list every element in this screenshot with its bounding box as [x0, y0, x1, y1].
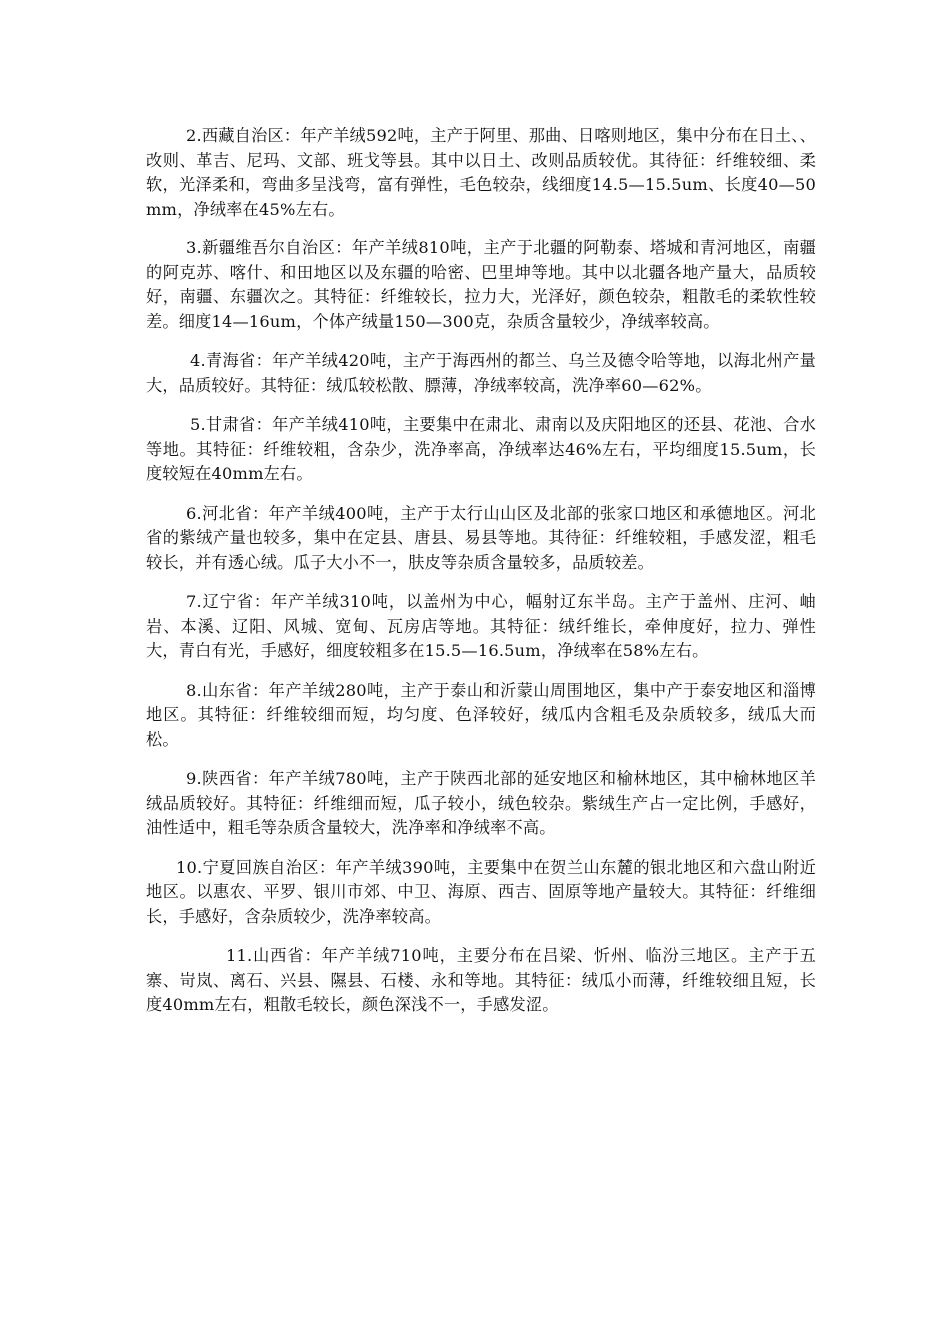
paragraph-gansu: 5.甘肃省：年产羊绒410吨，主要集中在肃北、肃南以及庆阳地区的还县、花池、合水等地。其特征：纤维较粗，含杂少，洗净率高，净绒率达46%左右，平均细度15.5um，长度较短在40mm左右。 [146, 415, 816, 483]
paragraph-shandong: 8.山东省：年产羊绒280吨，主产于泰山和沂蒙山周围地区，集中产于泰安地区和淄博地区。其特征：纤维较细而短，均匀度、色泽较好，绒瓜内含粗毛及杂质较多，绒瓜大而松。 [146, 680, 816, 749]
paragraph-tibet: 2.西藏自治区：年产羊绒592吨，主产于阿里、那曲、日喀则地区，集中分布在日土、、改则、革吉、尼玛、文部、班戈等县。其中以日土、改则品质较优。其待征：纤维较细、柔软，光泽柔和，弯曲多呈浅弯，富有弹性，毛色较杂，线细度14.5—15.5um、长度40—50mm，净绒率在45%左右。 [146, 126, 816, 219]
paragraph-shanxi: 11.山西省：年产羊绒710吨，主要分布在吕梁、忻州、临汾三地区。主产于五寨、岢岚、离石、兴县、隰县、石楼、永和等地。其特征：绒瓜小而薄，纤维较细且短，长度40mm左右，粗散毛较长，颜色深浅不一，手感发涩。 [146, 946, 816, 1014]
paragraph-liaoning: 7.辽宁省：年产羊绒310吨，以盖州为中心，幅射辽东半岛。主产于盖州、庄河、岫岩、本溪、辽阳、风城、宽甸、瓦房店等地。其特征：绒纤维长，牵伸度好，拉力、弹性大，青白有光，手感好，细度较粗多在15.5—16.5um，净绒率在58%左右。 [146, 592, 816, 660]
paragraph-qinghai: 4.青海省：年产羊绒420吨，主产于海西州的都兰、乌兰及德令哈等地，以海北州产量大，品质较好。其特征：绒瓜较松散、膘薄，净绒率较高，洗净率60—62%。 [146, 351, 816, 395]
paragraph-shaanxi: 9.陕西省：年产羊绒780吨，主产于陕西北部的延安地区和榆林地区，其中榆林地区羊绒品质较好。其特征：纤维细而短，瓜子较小，绒色较杂。紫绒生产占一定比例，手感好，油性适中，粗毛等杂质含量较大，洗净率和净绒率不高。 [146, 769, 816, 837]
paragraph-hebei: 6.河北省：年产羊绒400吨，主产于太行山山区及北部的张家口地区和承德地区。河北省的紫绒产量也较多，集中在定县、唐县、易县等地。其待征：纤维较粗，手感发涩，粗毛较长，并有透心绒。瓜子大小不一，肤皮等杂质含量较多，品质较差。 [146, 503, 816, 572]
paragraph-ningxia: 10.宁夏回族自治区：年产羊绒390吨，主要集中在贺兰山东麓的银北地区和六盘山附近地区。以惠农、平罗、银川市郊、中卫、海原、西吉、固原等地产量较大。其特征：纤维细长，手感好，含杂质较少，洗净率较高。 [146, 857, 816, 926]
document-body [146, 124, 816, 1032]
paragraph-xinjiang: 3.新疆维吾尔自治区：年产羊绒810吨，主产于北疆的阿勒泰、塔城和青河地区，南疆的阿克苏、喀什、和田地区以及东疆的哈密、巴里坤等地。其中以北疆各地产量大，品质较好，南疆、东疆次之。其特征：纤维较长，拉力大，光泽好，颜色较杂，粗散毛的柔软性较差。细度14—16um，个体产绒量150—300克，杂质含量较少，净绒率较高。 [146, 238, 816, 331]
